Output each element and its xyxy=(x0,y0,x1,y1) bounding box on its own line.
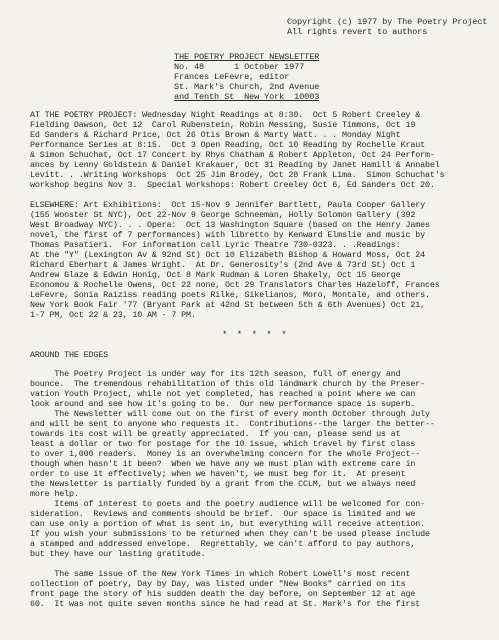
text-line: more help. xyxy=(30,489,79,499)
text-line: workshop begins Nov 3. Special Workshops: Robert Creeley Oct 6, Ed Sanders Oct 20. xyxy=(30,180,435,190)
copyright-notice: Copyright (c) 1977 by The Poetry Project xyxy=(287,17,488,27)
issue-number-date: No. 48 1 October 1977 xyxy=(174,62,305,72)
text-line: and will be sent to anyone who requests it. Contributions--the larger the better-- xyxy=(30,419,435,429)
text-line: Andrew Glaze & Edwin Honig, Oct 8 Mark Rudman & Loren Shakely, Oct 15 George xyxy=(30,270,401,280)
text-line: Richard Eberhart & James Wright. At Dr. Generosity's (2nd Ave & 73rd St) Oct 1 xyxy=(30,260,416,270)
rights-notice: All rights revert to authors xyxy=(287,27,428,37)
text-line: The Poetry Project is under way for its 12th season, full of energy and xyxy=(30,369,401,379)
text-line: towards its cost will be greatly appreciated. If you can, please send us at xyxy=(30,429,401,439)
text-line: front page the story of his sudden death the day before, on September 12 at age xyxy=(30,589,416,599)
editor-line: Frances LeFevre, editor xyxy=(174,72,290,82)
text-line: Thomas Pasatieri. For information call Lyric Theatre 730-0323. . .Readings: xyxy=(30,240,401,250)
text-line: ances by Lenny Goldstein & Daniel Krakauer, Oct 31 Reading by Janet Hamill & Annabel xyxy=(30,160,440,170)
text-line: (155 Wooster St NYC), Oct 22-Nov 9 George Schneeman, Holly Solomon Gallery (392 xyxy=(30,210,416,220)
text-line: collection of poetry, Day by Day, was listed under "New Books" carried on its xyxy=(30,579,406,589)
text-line: sideration. Reviews and comments should be brief. Our space is limited and we xyxy=(30,509,416,519)
text-line: the Newsletter is partially funded by a grant from the CCLM, but we always need xyxy=(30,479,416,489)
text-line: If you wish your submissions to be returned when they can't be used please include xyxy=(30,529,430,539)
text-line: Ed Sanders & Richard Price, Oct 26 Otis Brown & Marty Watt. . . Monday Night xyxy=(30,130,401,140)
text-line: least a dollar or two for postage for the 10 issue, which travel by first class xyxy=(30,439,416,449)
text-line: Items of interest to poets and the poetry audience will be welcomed for con- xyxy=(30,499,425,509)
text-line: AT THE POETRY PROJECT: Wednesday Night Readings at 8:30. Oct 5 Robert Creeley & xyxy=(30,110,421,120)
text-line: The Newsletter will come out on the first of every month October through July xyxy=(30,409,430,419)
text-line: At the "Y" (Lexington Av & 92nd St) Oct 10 Elizabeth Bishop & Howard Moss, Oct 24 xyxy=(30,250,425,260)
address-line-1: St. Mark's Church, 2nd Avenue xyxy=(174,82,320,92)
text-line: Fielding Dawson, Oct 12 Carol Rubenstein, Robin Messing, Susie Timmons, Oct 19 xyxy=(30,120,416,130)
text-line: 1-7 PM, Oct 22 & 23, 10 AM - 7 PM. xyxy=(30,310,196,320)
text-line: look around and see how it's going to be. Our new performance space is superb. xyxy=(30,399,416,409)
text-line: LeFevre, Sonia Raiziss reading poets Rilke, Sikelianos, Moro, Montale, and others. xyxy=(30,290,430,300)
address-line-2: and Tenth St New York 10003 xyxy=(174,92,320,102)
text-line: 60. It was not quite seven months since he had read at St. Mark's for the first xyxy=(30,599,421,609)
text-line: Economou & Rochelle Owens, Oct 22 none, Oct 29 Translators Charles Hazeloff, Frances xyxy=(30,280,440,290)
text-line: order to use it effectively; when we haven't, we must beg for it. At present xyxy=(30,469,406,479)
text-line: West Broadway NYC). . . Opera: Oct 13 Washington Square (based on the Henry James xyxy=(30,220,430,230)
text-line: Levitt. . .Writing Workshops Oct 25 Jim Brodey, Oct 28 Frank Lima. Simon Schuchat's xyxy=(30,170,445,180)
text-line: vation Youth Project, while not yet completed, has reached a point where we can xyxy=(30,389,416,399)
section-separator: * * * * * xyxy=(222,330,289,340)
section-heading: AROUND THE EDGES xyxy=(30,350,109,360)
text-line: ELSEWHERE: Art Exhibitions: Oct 15-Nov 9 Jennifer Bartlett, Paula Cooper Gallery xyxy=(30,200,425,210)
text-line: bounce. The tremendous rehabilitation of this old landmark church by the Preser- xyxy=(30,379,425,389)
text-line: novel, the first of 7 performances) with libretto by Kenward Elmslie and music by xyxy=(30,230,425,240)
text-line: New York Book Fair '77 (Bryant Park at 42nd St between 5th & 6th Avenues) Oct 21, xyxy=(30,300,425,310)
text-line: but they have our lasting gratitude. xyxy=(30,549,206,559)
text-line: Performance Series at 8:15. Oct 3 Open Reading, Oct 10 Reading by Rochelle Kraut xyxy=(30,140,425,150)
text-line: & Simon Schuchat, Oct 17 Concert by Rhys Chatham & Robert Appleton, Oct 24 Perform- xyxy=(30,150,435,160)
text-line: can use only a portion of what is sent in, but everything will receive attention. xyxy=(30,519,425,529)
text-line: though when hasn't it been? When we have any we must plan with extreme care in xyxy=(30,459,416,469)
text-line: a stamped and addressed envelope. Regrettably, we can't afford to pay authors, xyxy=(30,539,416,549)
newsletter-title: THE POETRY PROJECT NEWSLETTER xyxy=(174,52,320,62)
text-line: to over 1,000 readers. Money is an overwhelming concern for the whole Project-- xyxy=(30,449,421,459)
text-line: The same issue of the New York Times in which Robert Lowell's most recent xyxy=(30,569,411,579)
